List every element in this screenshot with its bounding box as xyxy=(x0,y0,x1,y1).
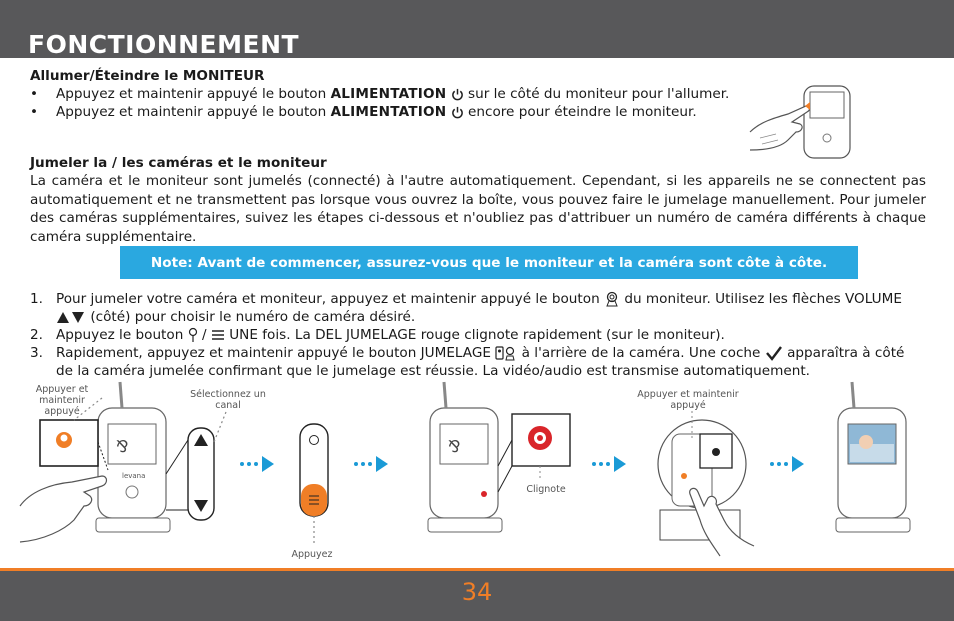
talk-icon xyxy=(188,327,198,343)
bullet2-pre: Appuyez et maintenir appuyé le bouton xyxy=(56,104,327,120)
arrow-icon xyxy=(354,456,388,472)
note-banner: Note: Avant de commencer, assurez-vous que le moniteur et la caméra sont côte à côte. xyxy=(120,246,858,279)
label-select-line1: Sélectionnez un xyxy=(190,389,266,400)
step2-pre: Appuyez le bouton xyxy=(56,327,184,343)
step-2-line1 xyxy=(56,327,725,343)
step-3-line1 xyxy=(56,345,904,361)
step1-line2-text: (côté) pour choisir le numéro de caméra désiré. xyxy=(90,309,416,325)
step2-sep: / xyxy=(201,327,207,343)
monitor-step-f xyxy=(836,382,910,532)
label-hold-1-line2: appuyé xyxy=(44,406,80,417)
menu-icon xyxy=(211,329,225,341)
step3-post2: apparaîtra à côté xyxy=(787,345,905,361)
monitor-step-a xyxy=(20,382,170,542)
section-heading-power: Allumer/Éteindre le MONITEUR xyxy=(30,68,265,84)
bullet1-post: sur le côté du moniteur pour l'allumer. xyxy=(468,86,730,102)
arrow-icon xyxy=(770,456,804,472)
page-title: FONCTIONNEMENT xyxy=(28,30,300,59)
volume-arrows-icon xyxy=(56,310,86,324)
label-select-line2: canal xyxy=(215,400,241,411)
page-number: 34 xyxy=(461,578,493,606)
pair-icon xyxy=(604,291,620,307)
svg-text:⅋: ⅋ xyxy=(448,437,461,456)
bullet1-pre: Appuyez et maintenir appuyé le bouton xyxy=(56,86,327,102)
svg-text:⅋: ⅋ xyxy=(116,437,129,456)
step-3-line2: de la caméra jumelée confirmant que le jumelage est réussie. La vidéo/audio est transmise automatiquement. xyxy=(56,363,810,379)
arrow-icon xyxy=(592,456,626,472)
step2-post: UNE fois. La DEL JUMELAGE rouge clignote rapidement (sur le moniteur). xyxy=(229,327,725,343)
monitor-hand-illustration xyxy=(748,66,856,166)
step1-post: du moniteur. Utilisez les flèches VOLUME xyxy=(624,291,902,307)
step3-post: à l'arrière de la caméra. Une coche xyxy=(521,345,761,361)
bullet2-post: encore pour éteindre le moniteur. xyxy=(468,104,697,120)
step-number-3: 3. xyxy=(30,345,43,361)
side-panel-menu-button xyxy=(300,424,328,546)
bullet-text-1 xyxy=(56,86,729,102)
brand-logo: levana xyxy=(122,472,146,480)
step-1-line2 xyxy=(56,309,415,325)
power-icon xyxy=(451,106,464,119)
pair-paragraph: La caméra et le moniteur sont jumelés (connecté) à l'autre automatiquement. Cependant, si les appareils ne se connectent pas automatiquement et ne transmettent pas lorsque vous ouvrez la boîte, vous pouvez faire le jumelage manuellement. Pour jumeler des caméras supplémentaires, suivez les étapes ci-dessous et n'oubliez pas d'attribuer un numéro de caméra différents à chaque caméra supplémentaire. xyxy=(30,173,926,245)
bullet: • xyxy=(30,104,39,120)
power-icon xyxy=(451,88,464,101)
bullet-text-2 xyxy=(56,104,697,120)
section-heading-pair: Jumeler la / les caméras et le moniteur xyxy=(30,155,327,171)
bullet: • xyxy=(30,86,39,102)
monitor-step-d xyxy=(428,382,570,532)
volume-side-panel xyxy=(166,412,226,520)
step1-pre: Pour jumeler votre caméra et moniteur, appuyez et maintenir appuyé le bouton xyxy=(56,291,600,307)
pairing-illustration xyxy=(0,380,954,566)
checkmark-icon xyxy=(765,345,783,361)
pairing-camera-icon xyxy=(495,345,517,361)
step-number-1: 1. xyxy=(30,291,43,307)
label-hold-2-line2: appuyé xyxy=(670,400,706,411)
step-number-2: 2. xyxy=(30,327,43,343)
label-press: Appuyez xyxy=(291,549,333,560)
label-hold-2-line1: Appuyer et maintenir xyxy=(637,389,739,400)
arrow-icon xyxy=(240,456,274,472)
step-1-line1 xyxy=(56,291,902,307)
bullet1-key: ALIMENTATION xyxy=(330,86,447,102)
bullet2-key: ALIMENTATION xyxy=(330,104,447,120)
label-blink: Clignote xyxy=(526,484,566,495)
label-hold-1-line1: Appuyer et maintenir xyxy=(35,384,89,406)
camera-step-e xyxy=(658,406,754,556)
step3-pre: Rapidement, appuyez et maintenir appuyé le bouton JUMELAGE xyxy=(56,345,491,361)
